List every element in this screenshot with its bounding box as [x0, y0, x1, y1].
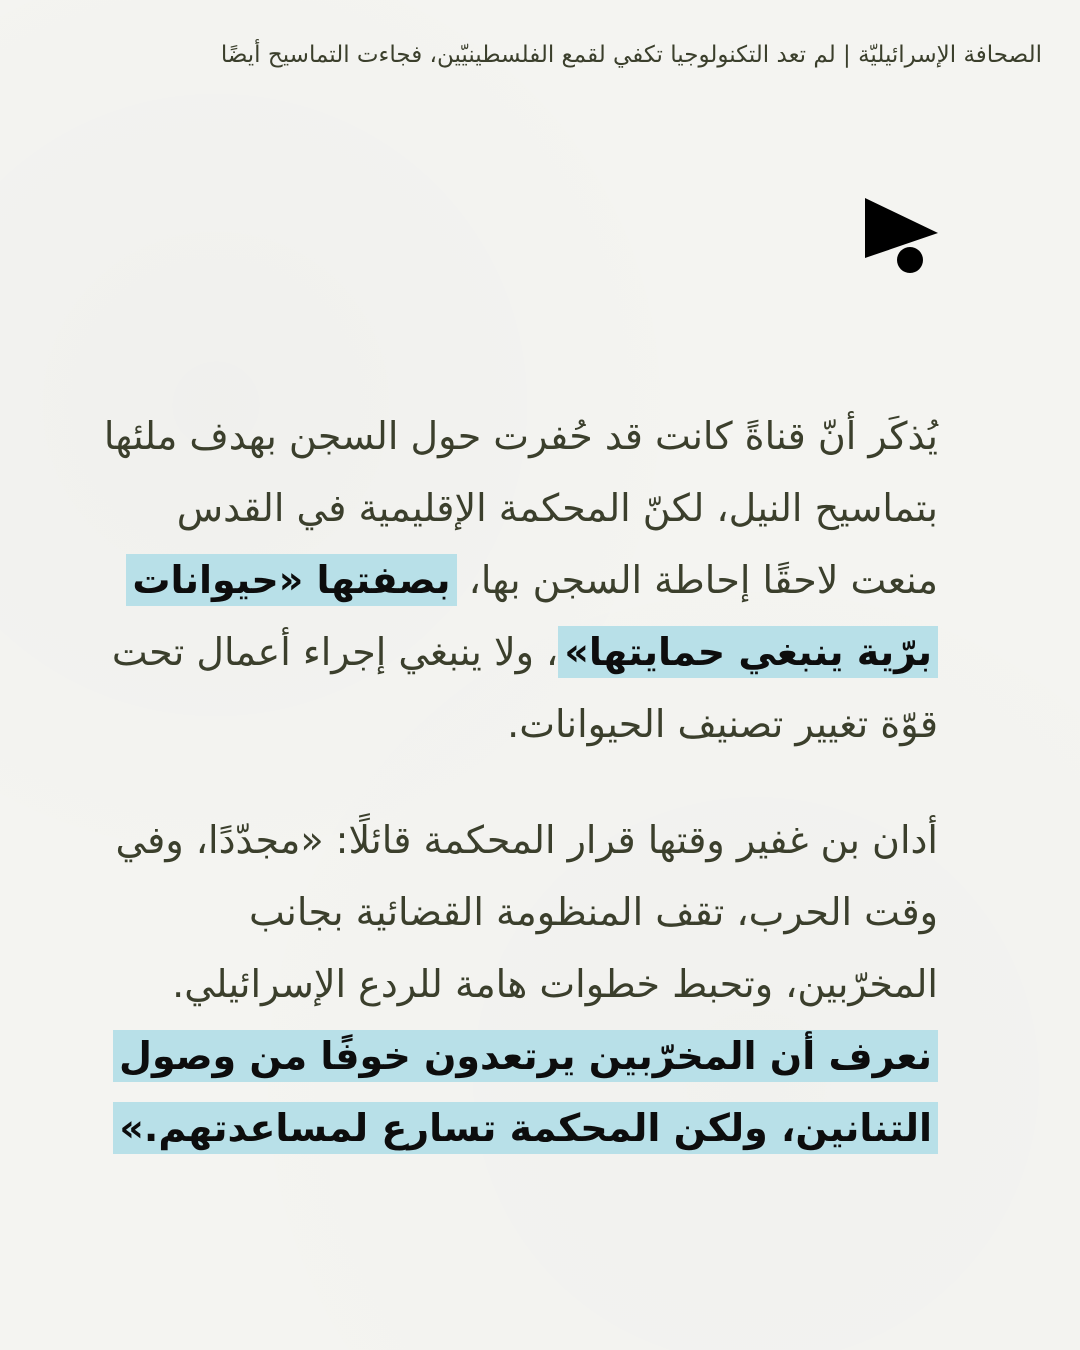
paragraph-2: [98, 804, 938, 1164]
paragraph-1-text: يُذكَر أنّ قناةً كانت قد حُفرت حول السجن بهدف ملئها بتماسيح النيل، لكنّ المحكمة الإقليمية في القدس منعت لاحقًا إحاطة السجن بها،: [103, 414, 938, 602]
article-header: [82, 38, 1042, 72]
paragraph-1-highlight: بصفتها «حيوانات برّية ينبغي حمايتها»: [126, 554, 938, 678]
article-body: [98, 400, 938, 1164]
header-title: الصحافة الإسرائيليّة | لم تعد التكنولوجيا تكفي لقمع الفلسطينيّين، فجاءت التماسيح أيضًا: [220, 42, 1042, 68]
paragraph-2-text: أدان بن غفير وقتها قرار المحكمة قائلًا: «مجدّدًا، وفي وقت الحرب، تقف المنظومة القضائية بجانب المخرّبين، وتحبط خطوات هامة للردع الإسرائيلي.: [115, 818, 938, 1006]
paragraph-1-text-end: ، ولا ينبغي إجراء أعمال تحت قوّة تغيير تصنيف الحيوانات.: [111, 630, 938, 746]
paragraph-1: [98, 400, 938, 760]
paragraph-2-highlight: نعرف أن المخرّبين يرتعدون خوفًا من وصول التنانين، ولكن المحكمة تسارع لمساعدتهم.»: [113, 1030, 938, 1154]
play-triangle-with-dot-icon: [862, 196, 940, 276]
brand-logo: [862, 196, 940, 276]
